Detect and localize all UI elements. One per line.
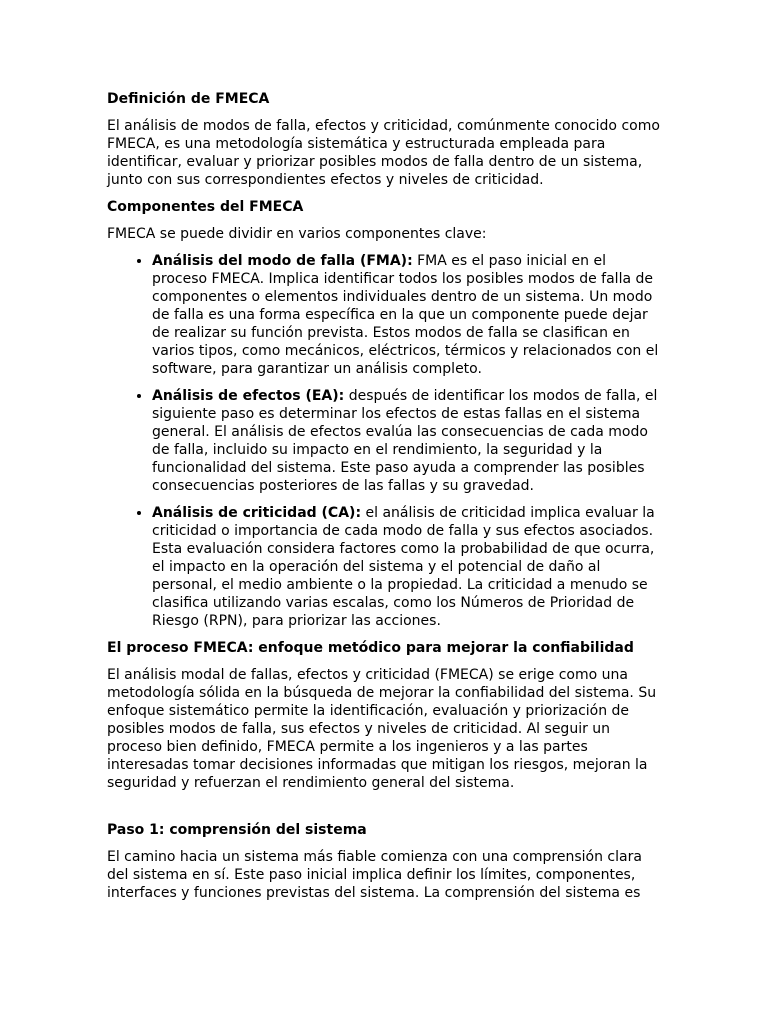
document-page xyxy=(107,90,663,911)
list-item-term: Análisis del modo de falla (FMA): xyxy=(152,253,413,269)
definicion-paragraph: El análisis de modos de falla, efectos y criticidad, comúnmente conocido como FMECA, es una metodología sistemática y estructurada empleada para identificar, evaluar y priorizar posibles modos de falla dentro de un sistema, junto con sus correspondientes efectos y niveles de criticidad. xyxy=(107,118,660,188)
paso1-paragraph: El camino hacia un sistema más fiable comienza con una comprensión clara del sistema en sí. Este paso inicial implica definir los límites, componentes, interfaces y funciones previstas del sistema. La comprensión del sistema es xyxy=(107,849,642,901)
section-heading-proceso: El proceso FMECA: enfoque metódico para mejorar la confiabilidad xyxy=(107,640,634,656)
componentes-list xyxy=(107,252,663,630)
list-item-text: después de identificar los modos de falla, el siguiente paso es determinar los efectos de estas fallas en el sistema general. El análisis de efectos evalúa las consecuencias de cada modo de falla, incluido su impacto en el rendimiento, la seguridad y la funcionalidad del sistema. Este paso ayuda a comprender las posibles consecuencias posteriores de las fallas y su gravedad. xyxy=(152,388,658,494)
list-item-term: Análisis de criticidad (CA): xyxy=(152,505,362,521)
section-heading-componentes: Componentes del FMECA xyxy=(107,199,304,215)
componentes-intro-paragraph: FMECA se puede dividir en varios componentes clave: xyxy=(107,226,487,242)
list-item-ca xyxy=(152,504,663,630)
list-item-fma xyxy=(152,252,663,378)
proceso-paragraph: El análisis modal de fallas, efectos y criticidad (FMECA) se erige como una metodología sólida en la búsqueda de mejorar la confiabilidad del sistema. Su enfoque sistemático permite la identificación, evaluación y priorización de posibles modos de falla, sus efectos y niveles de criticidad. Al seguir un proceso bien definido, FMECA permite a los ingenieros y a las partes interesadas tomar decisiones informadas que mitigan los riesgos, mejoran la seguridad y refuerzan el rendimiento general del sistema. xyxy=(107,667,657,791)
section-heading-paso1: Paso 1: comprensión del sistema xyxy=(107,822,367,838)
section-spacer xyxy=(107,801,663,821)
list-item-text: el análisis de criticidad implica evaluar la criticidad o importancia de cada modo de falla y sus efectos asociados. Esta evaluación considera factores como la probabilidad de que ocurra, el impacto en la operación del sistema y el potencial de daño al personal, el medio ambiente o la propiedad. La criticidad a menudo se clasifica utilizando varias escalas, como los Números de Prioridad de Riesgo (RPN), para priorizar las acciones. xyxy=(152,505,655,629)
list-item-ea xyxy=(152,387,663,495)
list-item-term: Análisis de efectos (EA): xyxy=(152,388,345,404)
section-heading-definicion: Definición de FMECA xyxy=(107,91,270,107)
list-item-text: FMA es el paso inicial en el proceso FMECA. Implica identificar todos los posibles modos de falla de componentes o elementos individuales dentro de un sistema. Un modo de falla es una forma específica en la que un componente puede dejar de realizar su función prevista. Estos modos de falla se clasifican en varios tipos, como mecánicos, eléctricos, térmicos y relacionados con el software, para garantizar un análisis completo. xyxy=(152,253,659,377)
